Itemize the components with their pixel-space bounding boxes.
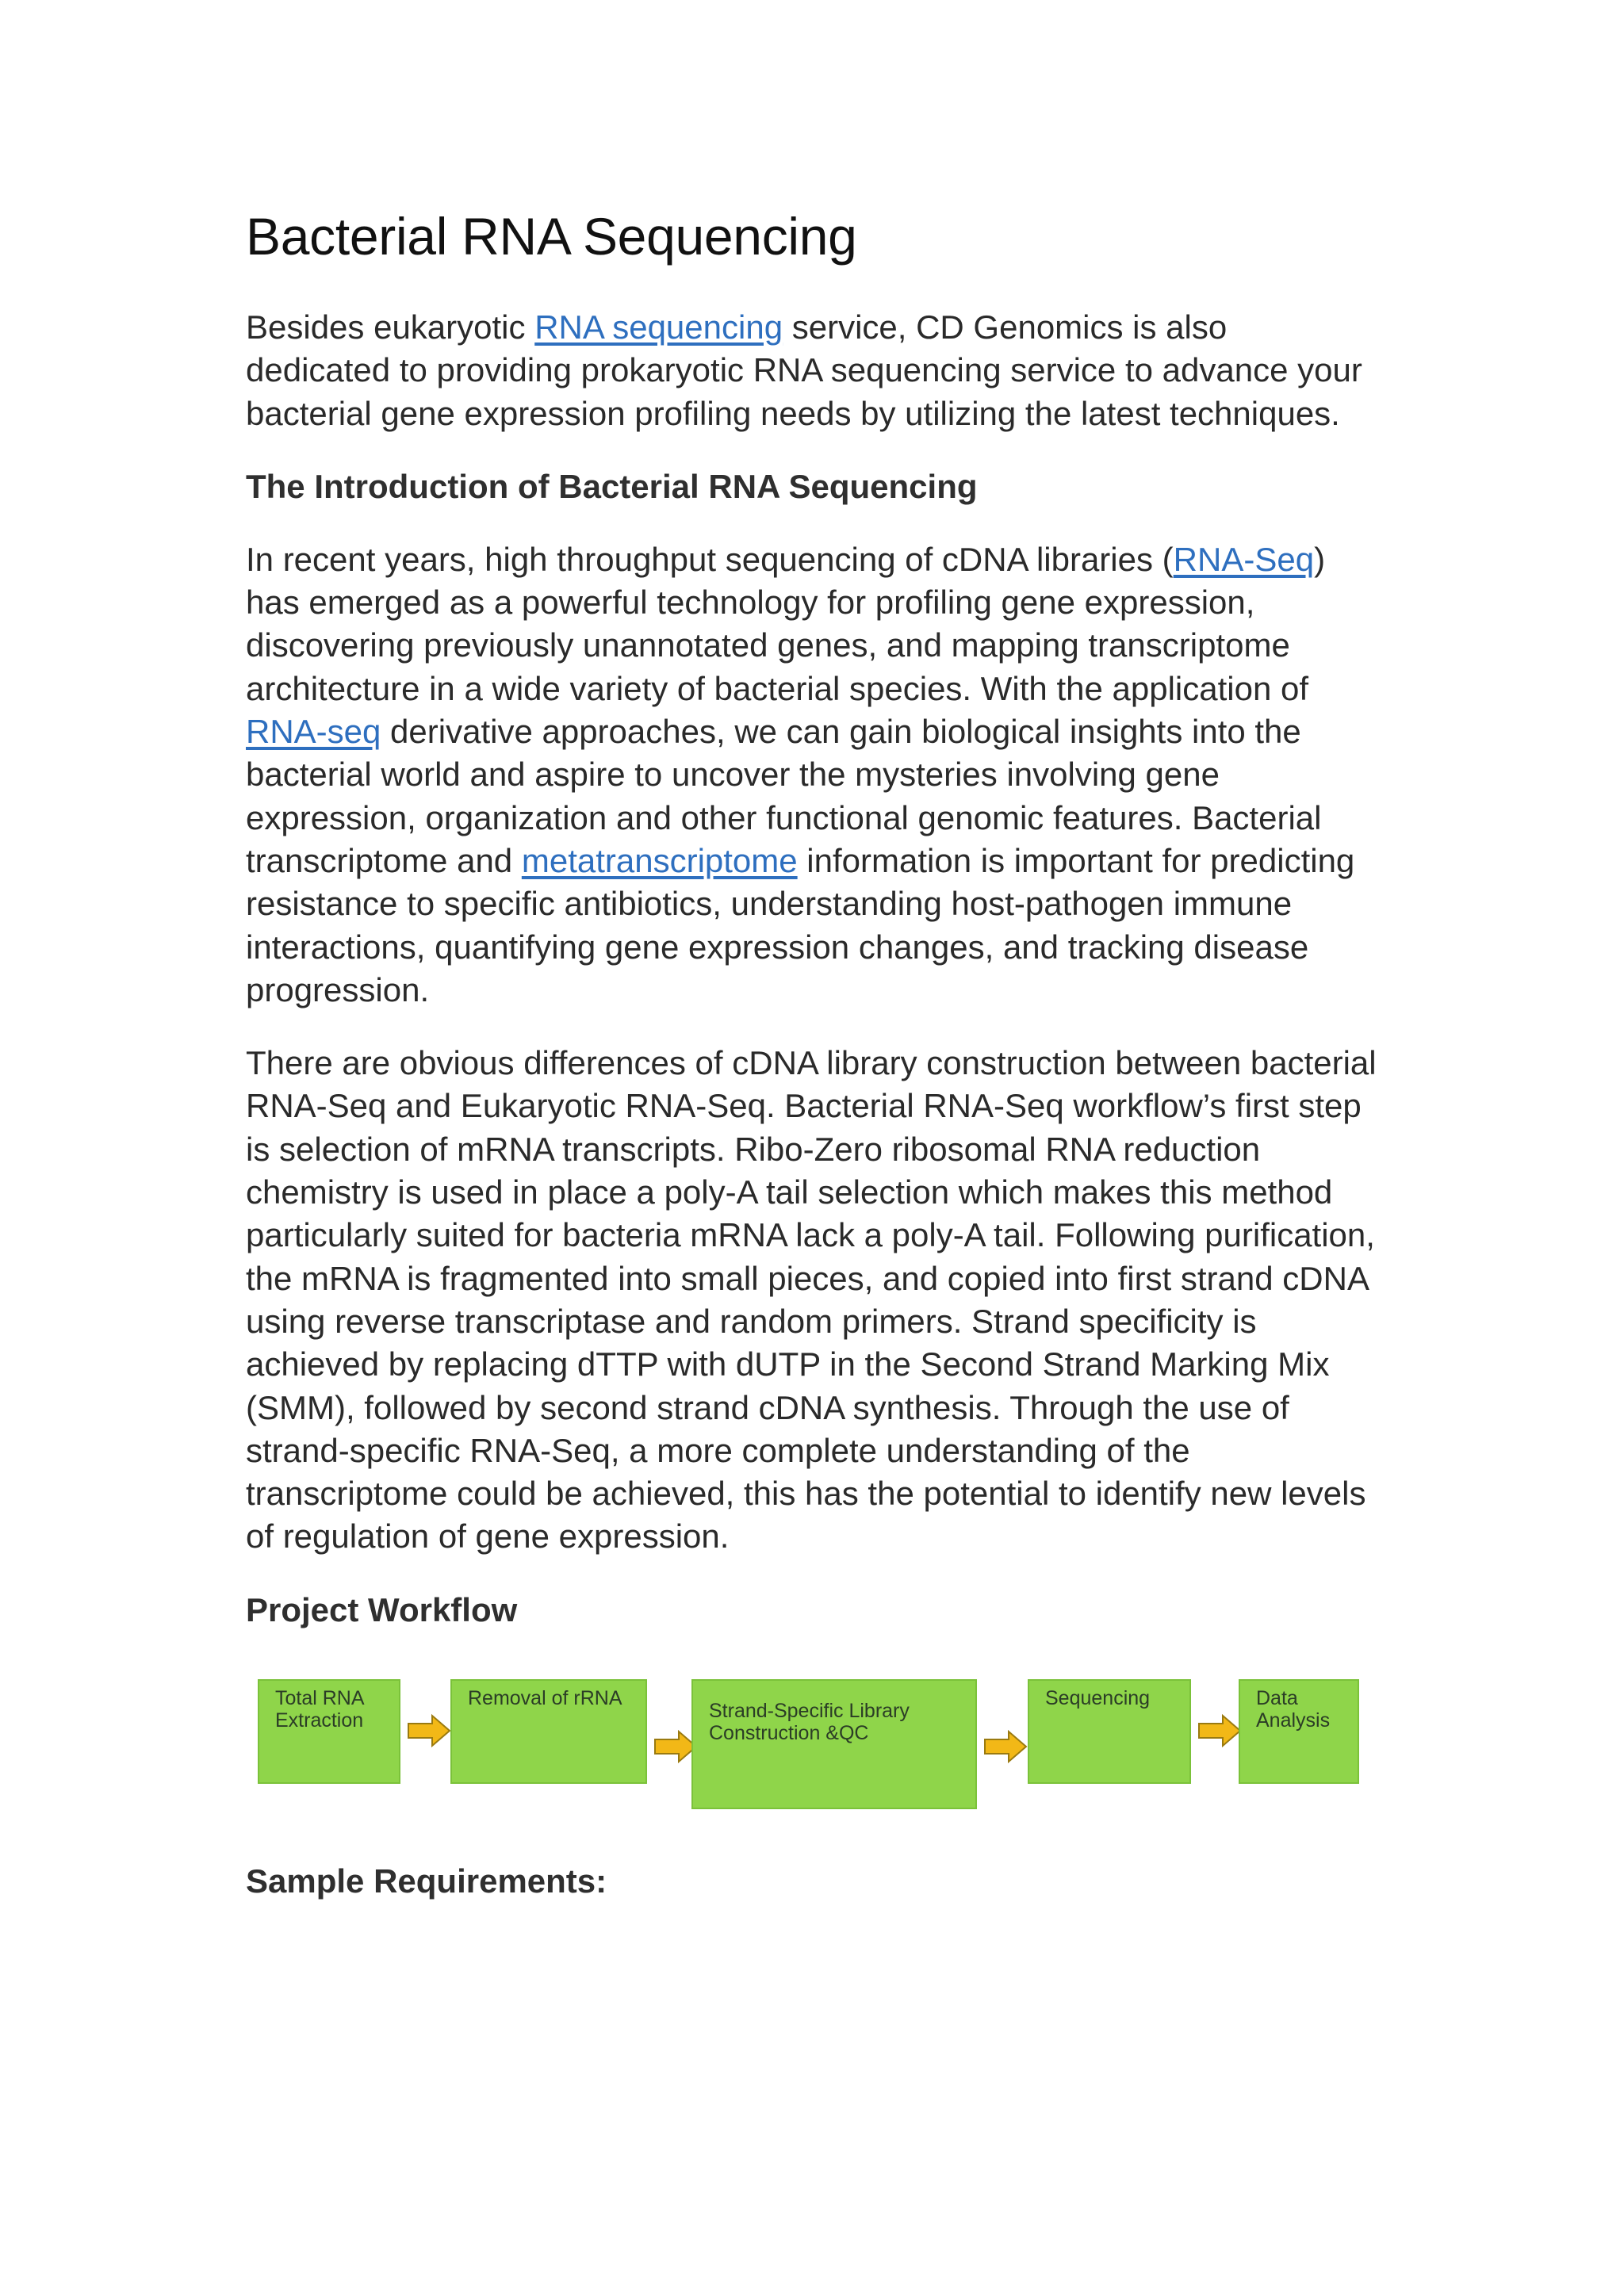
page-title: Bacterial RNA Sequencing [246, 207, 857, 266]
workflow-step-total-rna-extraction: Total RNA Extraction [258, 1679, 400, 1784]
library-construction-paragraph: There are obvious differences of cDNA library construction between bacterial RNA-Seq and Eukaryotic RNA-Seq. Bacterial RNA-Seq workflow’s first step is selection of mRNA transcripts. Ribo-Zero ribosomal RNA reduction chemistry is used in place a poly-A tail selection which makes this method particularly suited for bacteria mRNA lack a poly-A tail. Following purification, the mRNA is fragmented into small pieces, and copied into first strand cDNA using reverse transcriptase and random primers. Strand specificity is achieved by replacing dTTP with dUTP in the Second Strand Marking Mix (SMM), followed by second strand cDNA synthesis. Through the use of strand-specific RNA-Seq, a more complete understanding of the transcriptome could be achieved, this has the potential to identify new levels of regulation of gene expression. [246, 1044, 1377, 1556]
workflow-heading: Project Workflow [246, 1590, 518, 1628]
arrow-right-icon [977, 1727, 1032, 1766]
intro-paragraph [246, 306, 1380, 435]
workflow-diagram [246, 1662, 1380, 1860]
arrow-right-icon [400, 1711, 456, 1751]
intro2-text-3: derivative approaches, we can gain biological insights into the bacterial world and aspire to uncover the mysteries involving gene expression, organization and other functional genomic features. Bacterial transcriptome and [246, 713, 1322, 879]
intro-text-1: Besides eukaryotic [246, 308, 535, 346]
intro2-text-1: In recent years, high throughput sequencing of cDNA libraries ( [246, 540, 1174, 578]
introduction-heading: The Introduction of Bacterial RNA Sequencing [246, 467, 978, 505]
intro2-text-2: ) has emerged as a powerful technology for profiling gene expression, discovering previously unannotated genes, and mapping transcriptome architecture in a wide variety of bacterial species. With the application of [246, 540, 1326, 707]
metatranscriptome-link[interactable]: metatranscriptome [521, 841, 798, 879]
workflow-step-removal-of-rrna: Removal of rRNA [450, 1679, 647, 1784]
introduction-paragraph [246, 538, 1380, 1012]
workflow-step-sequencing: Sequencing [1028, 1679, 1191, 1784]
intro-text-2: service, CD Genomics is also dedicated to providing prokaryotic RNA sequencing service to advance your bacterial gene expression profiling needs by utilizing the latest techniques. [246, 308, 1362, 432]
rna-seq-link-2[interactable]: RNA-seq [246, 713, 381, 751]
rna-seq-link[interactable]: RNA-Seq [1173, 540, 1315, 578]
intro2-text-4: information is important for predicting resistance to specific antibiotics, understanding host-pathogen immune interactions, quantifying gene expression changes, and tracking disease progression. [246, 841, 1355, 1008]
rna-sequencing-link[interactable]: RNA sequencing [534, 308, 783, 346]
workflow-step-library-construction: Strand-Specific Library Construction &QC [691, 1679, 977, 1809]
document-page [246, 206, 1380, 1903]
workflow-step-data-analysis: Data Analysis [1239, 1679, 1359, 1784]
sample-requirements-heading: Sample Requirements: [246, 1862, 607, 1900]
